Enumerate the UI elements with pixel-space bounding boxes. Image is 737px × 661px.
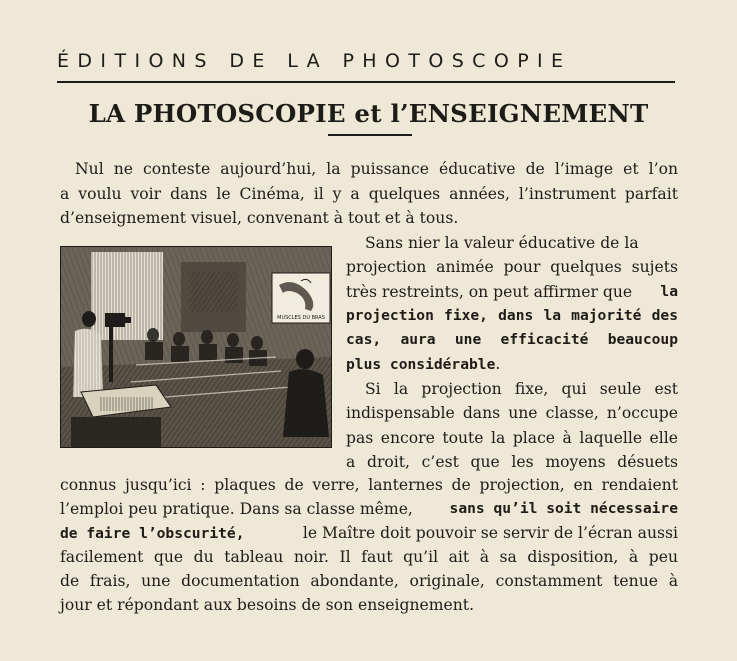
paragraph-3-line-4: a droit, c’est que les moyens désuets — [346, 453, 678, 471]
paragraph-2-line-6-bold: plus considérable — [346, 356, 496, 373]
paragraph-2-line-3-bold: la — [660, 283, 678, 300]
title-rule — [328, 134, 412, 136]
paragraph-3-line-3: pas encore toute la place à laquelle elle — [346, 429, 678, 447]
paragraph-3-line-9: de frais, une documentation abondante, originale, constamment tenue à — [60, 572, 678, 590]
page-title: LA PHOTOSCOPIE et l’ENSEIGNEMENT — [88, 99, 649, 128]
paragraph-2-line-3 — [346, 281, 678, 303]
paragraph-3-line-10: jour et répondant aux besoins de son enseignement. — [60, 596, 475, 614]
paragraph-3-line-1: Si la projection fixe, qui seule est — [365, 380, 678, 398]
paragraph-2-line-1: Sans nier la valeur éducative de la — [365, 234, 639, 252]
paragraph-3-line-7-bold: de faire l’obscurité, — [60, 525, 245, 542]
paragraph-2-line-2: projection animée pour quelques sujets — [346, 258, 678, 276]
paragraph-1-line-3: d’enseignement visuel, convenant à tout et à tous. — [60, 209, 459, 227]
engraving-image — [61, 247, 331, 447]
paragraph-1-line-1: Nul ne conteste aujourd’hui, la puissance éducative de l’image et l’on — [75, 160, 678, 178]
paragraph-3-line-2: indispensable dans une classe, n’occupe — [346, 404, 678, 422]
paragraph-3-line-7-text: le Maître doit pouvoir se servir de l’écran aussi — [302, 524, 678, 542]
header-rule — [57, 81, 675, 83]
paragraph-3-line-8: facilement que du tableau noir. Il faut qu’il ait à sa disposition, à peu — [60, 548, 678, 566]
paragraph-2-line-5: cas, aura une efficacité beaucoup — [346, 331, 678, 348]
classroom-projection-illustration — [60, 246, 332, 448]
paragraph-3-line-7 — [60, 522, 678, 544]
paragraph-3-line-5: connus jusqu’ici : plaques de verre, lanternes de projection, en rendaient — [60, 476, 678, 494]
paragraph-3-line-6-bold: sans qu’il soit nécessaire — [449, 500, 678, 517]
paragraph-3-line-6-text: l’emploi peu pratique. Dans sa classe même, — [60, 500, 413, 518]
screen-chart-caption: MUSCLES DU BRAS — [277, 315, 325, 321]
paragraph-3-line-6 — [60, 498, 678, 520]
paragraph-2-line-4: projection fixe, dans la majorité des — [346, 307, 678, 324]
paragraph-2-line-6-period: . — [495, 355, 501, 373]
paragraph-2-line-6 — [346, 353, 500, 375]
paragraph-1-line-2: a voulu voir dans le Cinéma, il y a quelques années, l’instrument parfait — [60, 185, 678, 203]
paragraph-2-line-3-text: très restreints, on peut affirmer que — [346, 283, 633, 301]
publisher-header: ÉDITIONS DE LA PHOTOSCOPIE — [57, 50, 572, 72]
